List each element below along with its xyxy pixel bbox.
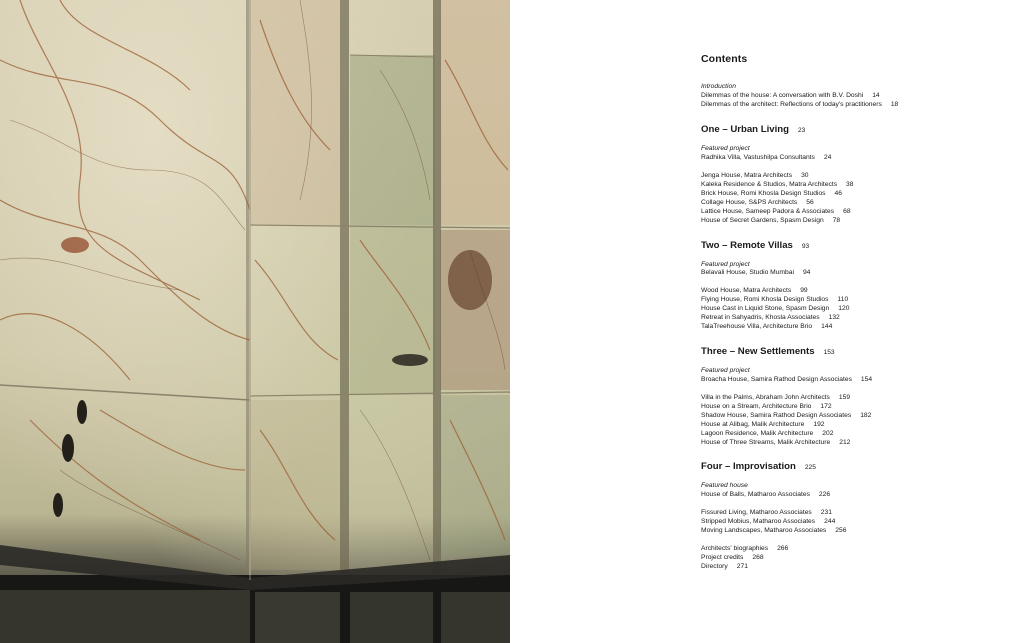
table-of-contents bbox=[701, 0, 1001, 643]
section-heading-three: Three – New Settlements 153 bbox=[701, 346, 835, 357]
toc-entry: House on a Stream, Architecture Brio 172 bbox=[701, 403, 832, 410]
featured-label: Featured project bbox=[701, 367, 750, 374]
toc-entry: Radhika Villa, Vastushilpa Consultants 24 bbox=[701, 154, 832, 161]
toc-entry: Architects' biographies 266 bbox=[701, 545, 789, 552]
toc-entry: Collage House, S&PS Architects 56 bbox=[701, 199, 814, 206]
toc-entry: Broacha House, Samira Rathod Design Associates 154 bbox=[701, 376, 873, 383]
toc-entry: Kaleka Residence & Studios, Matra Architects 38 bbox=[701, 181, 854, 188]
section-heading-two: Two – Remote Villas 93 bbox=[701, 240, 810, 251]
toc-entry: Retreat in Sahyadris, Khosla Associates 132 bbox=[701, 314, 840, 321]
section-heading-one: One – Urban Living 23 bbox=[701, 124, 806, 135]
contents-title: Contents bbox=[701, 53, 748, 65]
toc-entry: Belavali House, Studio Mumbai 94 bbox=[701, 269, 811, 276]
toc-entry: House of Secret Gardens, Spasm Design 78 bbox=[701, 217, 841, 224]
toc-entry: House of Balls, Matharoo Associates 226 bbox=[701, 491, 831, 498]
toc-entry: Jenga House, Matra Architects 30 bbox=[701, 172, 809, 179]
toc-entry: Lattice House, Sameep Padora & Associates 68 bbox=[701, 208, 851, 215]
featured-label: Featured project bbox=[701, 145, 750, 152]
featured-label: Featured house bbox=[701, 482, 748, 489]
toc-entry: Stripped Mobius, Matharoo Associates 244 bbox=[701, 518, 836, 525]
toc-entry: Wood House, Matra Architects 99 bbox=[701, 287, 808, 294]
toc-entry: Directory 271 bbox=[701, 563, 748, 570]
toc-entry: Dilemmas of the architect: Reflections of today's practitioners 18 bbox=[701, 101, 899, 108]
toc-entry: Flying House, Romi Khosla Design Studios 110 bbox=[701, 296, 849, 303]
intro-label: Introduction bbox=[701, 83, 736, 90]
toc-entry: Project credits 268 bbox=[701, 554, 764, 561]
toc-entry: Moving Landscapes, Matharoo Associates 256 bbox=[701, 527, 847, 534]
toc-entry: Villa in the Palms, Abraham John Architects 159 bbox=[701, 394, 851, 401]
toc-entry: Lagoon Residence, Malik Architecture 202 bbox=[701, 430, 834, 437]
toc-entry: Fissured Living, Matharoo Associates 231 bbox=[701, 509, 832, 516]
toc-entry: Dilemmas of the house: A conversation with B.V. Doshi 14 bbox=[701, 92, 880, 99]
toc-entry: House Cast in Liquid Stone, Spasm Design 120 bbox=[701, 305, 850, 312]
toc-entry: House at Alibag, Malik Architecture 192 bbox=[701, 421, 825, 428]
featured-label: Featured project bbox=[701, 261, 750, 268]
toc-entry: House of Three Streams, Malik Architecture 212 bbox=[701, 439, 851, 446]
toc-entry: TalaTreehouse Villa, Architecture Brio 144 bbox=[701, 323, 833, 330]
toc-entry: Shadow House, Samira Rathod Design Associates 182 bbox=[701, 412, 872, 419]
toc-entry: Brick House, Romi Khosla Design Studios 46 bbox=[701, 190, 842, 197]
section-heading-four: Four – Improvisation 225 bbox=[701, 461, 816, 472]
